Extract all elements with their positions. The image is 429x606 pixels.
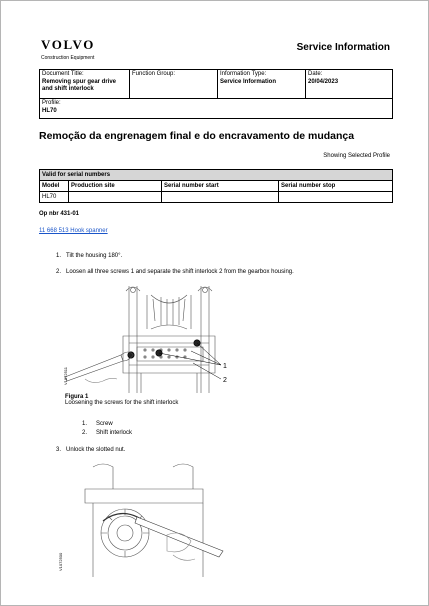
operation-number: Op nbr 431-01 [39, 211, 80, 217]
profile-note: Showing Selected Profile [323, 153, 390, 159]
volvo-logo [41, 38, 95, 61]
serial-start-cell [162, 192, 279, 203]
serial-header-start: Serial number start [162, 181, 279, 192]
figure-1-caption-text: Loosening the screws for the shift interlock [65, 400, 179, 406]
serial-band: Valid for serial numbers [40, 170, 393, 181]
serial-site-cell [69, 192, 162, 203]
figure-2-code: V1072500 [58, 552, 63, 571]
serial-header-model: Model [40, 181, 69, 192]
legend-text: Shift interlock [96, 429, 133, 436]
serial-number-table [39, 169, 393, 203]
serial-header-stop: Serial number stop [279, 181, 393, 192]
legend-number: 2. [82, 429, 88, 436]
figure-1-caption [65, 394, 178, 406]
callout-1: 1 [223, 363, 227, 370]
logo-subtitle: Construction Equipment [41, 55, 95, 61]
document-type-heading: Service Information [296, 42, 390, 53]
figure-1-code: V1072511 [63, 367, 68, 385]
profile-label: Profile: [42, 100, 61, 106]
step-text: Loosen all three screws 1 and separate the shift interlock 2 from the gearbox housing. [66, 269, 294, 275]
figure-1-illustration [63, 281, 233, 393]
step-text: Unlock the slotted nut. [66, 447, 126, 453]
step-text: Tilt the housing 180°. [66, 253, 123, 259]
logo-wordmark: VOLVO [41, 37, 95, 52]
step-number: 2. [56, 269, 62, 275]
date-cell [306, 70, 393, 99]
step-number: 1. [56, 253, 62, 259]
date-value: 20/04/2023 [308, 78, 339, 85]
legend-item [82, 430, 132, 439]
document-meta-table [39, 69, 393, 119]
step-2 [56, 269, 294, 275]
serial-stop-cell [279, 192, 393, 203]
information-type-value: Service Information [220, 78, 277, 85]
callout-2: 2 [223, 377, 227, 384]
figure-2-illustration [58, 459, 233, 577]
legend-number: 1. [82, 421, 88, 427]
document-title-label: Document Title: [42, 71, 84, 77]
step-1 [56, 253, 122, 259]
step-3 [56, 447, 125, 453]
figure-1-title: Figura 1 [65, 394, 89, 400]
profile-value: HL70 [42, 107, 57, 114]
serial-header-production-site: Production site [69, 181, 162, 192]
page-title: Remoção da engrenagem final e do encravamento de mudança [39, 130, 355, 142]
date-label: Date: [308, 71, 323, 77]
step-number: 3. [56, 447, 62, 453]
legend-item [82, 421, 132, 430]
function-group-label: Function Group: [132, 71, 176, 77]
legend-text: Screw [96, 421, 113, 427]
profile-cell [40, 99, 393, 119]
tool-link[interactable]: 11 668 513 Hook spanner [39, 228, 108, 234]
information-type-cell [218, 70, 306, 99]
table-row [40, 192, 393, 203]
figure-1-legend [82, 421, 132, 438]
function-group-cell [130, 70, 218, 99]
serial-model-cell: HL70 [40, 192, 69, 203]
document-title-value: Removing spur gear drive and shift interlock [42, 78, 117, 93]
document-title-cell [40, 70, 130, 99]
information-type-label: Information Type: [220, 71, 267, 77]
